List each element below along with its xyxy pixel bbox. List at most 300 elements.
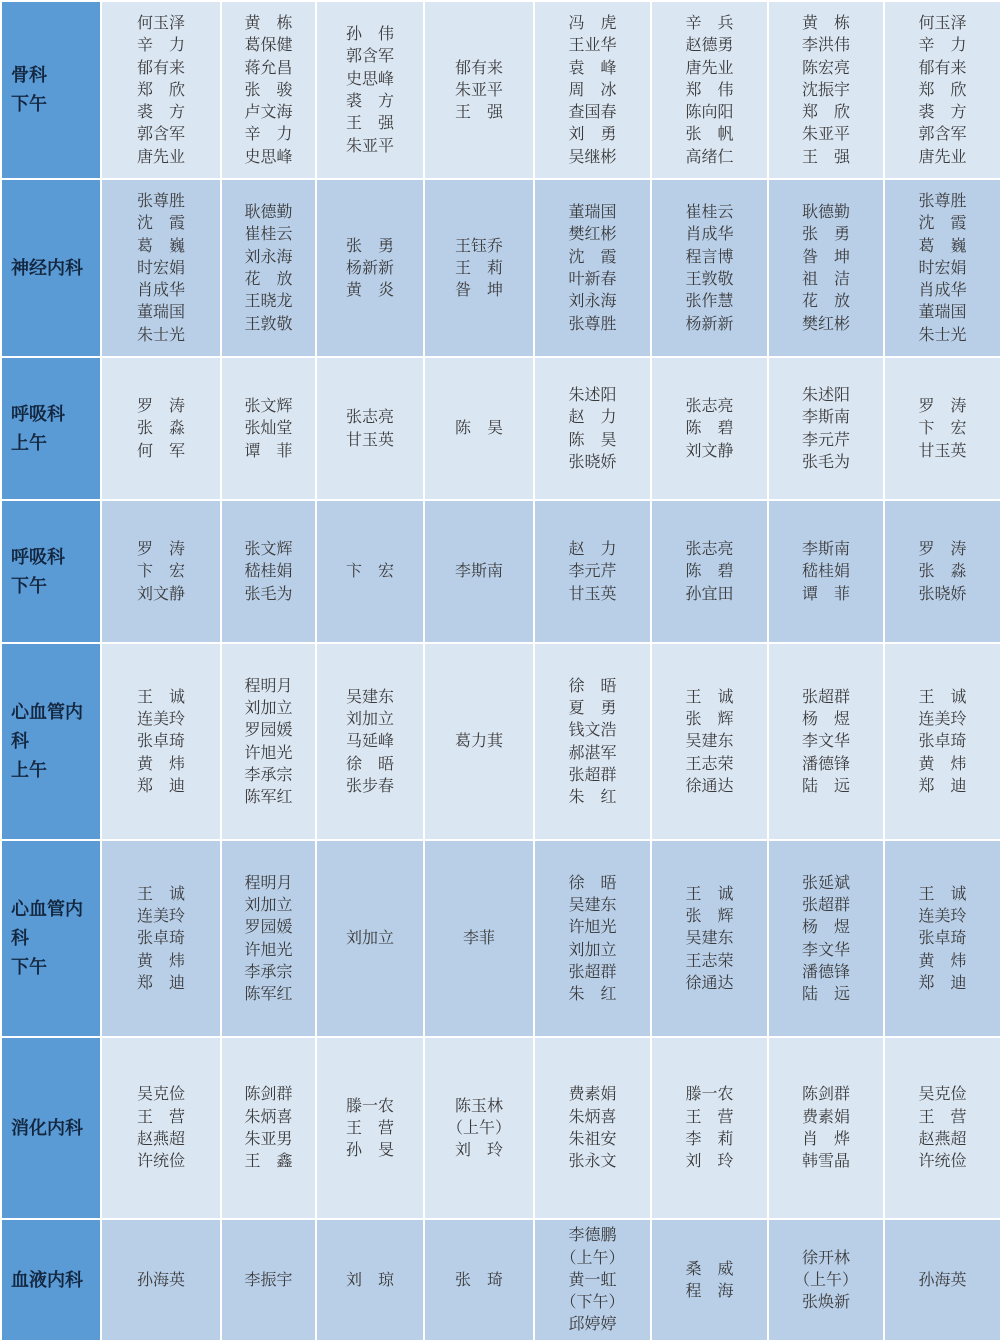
doctor-name: 崔桂云 bbox=[685, 202, 734, 222]
doctor-name: 程明月 bbox=[244, 675, 293, 695]
doctor-name: 祖 洁 bbox=[801, 269, 850, 288]
doctor-name: 叶新春 bbox=[568, 269, 617, 288]
dept-row-cardiology-pm bbox=[1, 840, 1000, 1037]
doctor-name: 辛 力 bbox=[136, 35, 185, 55]
doctor-name: 张 辉 bbox=[685, 906, 734, 926]
doctor-name: 陈 昊 bbox=[568, 429, 617, 449]
doctor-name: 郭含军 bbox=[345, 46, 394, 66]
doctor-name: 郝湛军 bbox=[568, 742, 617, 762]
doctor-name: 裘 方 bbox=[918, 102, 967, 122]
doctor-name: 王业华 bbox=[568, 35, 617, 55]
schedule-cell bbox=[424, 840, 534, 1037]
doctor-name: 赵德勇 bbox=[685, 35, 734, 55]
department-label-line: 上午 bbox=[11, 432, 47, 454]
schedule-cell bbox=[651, 643, 768, 840]
doctor-name: 王志荣 bbox=[685, 950, 734, 970]
doctor-name: 邱婷婷 bbox=[568, 1314, 617, 1334]
dept-row-neurology bbox=[1, 179, 1000, 357]
schedule-cell bbox=[424, 643, 534, 840]
doctor-name: 孙海英 bbox=[918, 1269, 967, 1289]
doctor-name: 陈向阳 bbox=[685, 102, 734, 122]
doctor-name: 董瑞国 bbox=[136, 302, 185, 322]
doctor-name: 王 营 bbox=[345, 1117, 394, 1137]
doctor-name: 潘德锋 bbox=[801, 753, 850, 773]
doctor-name: 黄 炜 bbox=[136, 950, 185, 970]
doctor-name: 张尊胜 bbox=[568, 313, 617, 333]
doctor-name: 葛 巍 bbox=[918, 235, 967, 255]
schedule-cell bbox=[534, 357, 651, 500]
doctor-name: 刘永海 bbox=[244, 246, 293, 266]
doctor-name: 嵇桂娟 bbox=[801, 561, 850, 581]
doctor-name: 嵇桂娟 bbox=[244, 561, 293, 581]
doctor-name: 李斯南 bbox=[801, 539, 850, 559]
doctor-name: 王 诚 bbox=[918, 686, 967, 706]
doctor-name: 王 强 bbox=[345, 113, 394, 133]
doctor-name: 朱炳喜 bbox=[568, 1106, 617, 1126]
doctor-name: 郑 迪 bbox=[136, 775, 185, 795]
doctor-name: 夏 勇 bbox=[568, 697, 617, 717]
schedule-cell bbox=[651, 179, 768, 357]
doctor-name: 程言博 bbox=[685, 246, 734, 266]
schedule-cell bbox=[221, 1219, 316, 1341]
schedule-cell bbox=[101, 1, 221, 179]
doctor-name: 徐通达 bbox=[685, 972, 734, 992]
schedule-cell bbox=[534, 643, 651, 840]
doctor-name: 连美玲 bbox=[918, 906, 967, 926]
doctor-name: 昝 坤 bbox=[801, 246, 850, 266]
department-label-line: 消化内科 bbox=[11, 1117, 83, 1139]
doctor-name: 李元芹 bbox=[568, 561, 617, 581]
doctor-name: 张志亮 bbox=[685, 539, 734, 559]
doctor-name: 郑 欣 bbox=[801, 102, 850, 122]
doctor-name: 蒋允昌 bbox=[244, 57, 293, 77]
dept-row-respiratory-am bbox=[1, 357, 1000, 500]
doctor-name: 王 诚 bbox=[685, 883, 734, 903]
schedule-cell bbox=[424, 1219, 534, 1341]
doctor-name: 朱述阳 bbox=[801, 384, 850, 404]
doctor-name: 李振宇 bbox=[244, 1269, 293, 1289]
doctor-name: 连美玲 bbox=[136, 906, 185, 926]
doctor-name: 张尊胜 bbox=[918, 190, 967, 210]
doctor-name: 马延峰 bbox=[345, 731, 394, 751]
department-label-line: 上午 bbox=[11, 760, 47, 781]
doctor-name: 李斯南 bbox=[801, 407, 850, 427]
doctor-name: 朱亚平 bbox=[801, 124, 850, 144]
doctor-name: 赵 力 bbox=[568, 539, 617, 559]
schedule-body bbox=[1, 1, 1000, 1341]
doctor-name: 张文辉 bbox=[244, 396, 293, 416]
schedule-cell bbox=[768, 643, 884, 840]
schedule-cell bbox=[316, 179, 424, 357]
doctor-name: 昝 坤 bbox=[454, 280, 503, 300]
department-label-cell bbox=[1, 1, 101, 179]
doctor-name: 辛 力 bbox=[244, 124, 293, 144]
doctor-name: 张尊胜 bbox=[136, 190, 185, 210]
schedule-cell bbox=[101, 1037, 221, 1219]
schedule-cell bbox=[101, 357, 221, 500]
doctor-name: 肖 烨 bbox=[801, 1129, 850, 1148]
doctor-name: 王 诚 bbox=[685, 686, 734, 706]
doctor-name: 张 帆 bbox=[685, 124, 734, 144]
doctor-name: 查国春 bbox=[568, 102, 617, 122]
doctor-name: 吴建东 bbox=[345, 686, 394, 706]
schedule-cell bbox=[884, 1219, 1000, 1341]
doctor-name: 崔桂云 bbox=[244, 224, 293, 244]
doctor-name: 裘 方 bbox=[136, 102, 185, 122]
doctor-name: 张 淼 bbox=[136, 418, 185, 438]
schedule-cell bbox=[424, 1037, 534, 1219]
department-label-line: 下午 bbox=[11, 94, 47, 115]
department-label-cell bbox=[1, 179, 101, 357]
schedule-cell bbox=[651, 1037, 768, 1219]
doctor-name: 郑 欣 bbox=[136, 79, 185, 99]
doctor-name: （上午） bbox=[560, 1247, 625, 1267]
doctor-name: 杨 煜 bbox=[801, 709, 850, 729]
doctor-name: 张 琦 bbox=[454, 1269, 503, 1289]
schedule-cell bbox=[534, 1037, 651, 1219]
doctor-name: 孙海英 bbox=[136, 1269, 185, 1289]
doctor-name: 郁有来 bbox=[918, 57, 967, 77]
doctor-name: 朱亚平 bbox=[345, 135, 394, 155]
dept-row-orthopedics-pm bbox=[1, 1, 1000, 179]
doctor-name: 罗 涛 bbox=[918, 396, 967, 416]
doctor-name: 刘 玲 bbox=[685, 1151, 734, 1171]
doctor-name: （上午） bbox=[446, 1117, 511, 1137]
schedule-cell bbox=[101, 643, 221, 840]
doctor-name: 沈 霞 bbox=[918, 213, 967, 233]
doctor-name: 罗园媛 bbox=[244, 917, 293, 937]
department-label-line: 血液内科 bbox=[11, 1269, 83, 1291]
doctor-name: 辛 力 bbox=[918, 35, 967, 55]
doctor-name: 杨 煜 bbox=[801, 917, 850, 937]
doctor-name: 冯 虎 bbox=[568, 12, 617, 32]
schedule-cell bbox=[316, 840, 424, 1037]
doctor-name: 陈 碧 bbox=[685, 418, 734, 438]
schedule-cell bbox=[534, 179, 651, 357]
doctor-name: 李文华 bbox=[801, 939, 850, 959]
doctor-name: 谭 菲 bbox=[801, 583, 850, 603]
doctor-name: 刘加立 bbox=[345, 709, 394, 729]
doctor-name: 张志亮 bbox=[345, 407, 394, 427]
doctor-name: 张志亮 bbox=[685, 396, 734, 416]
doctor-name: 许旭光 bbox=[568, 917, 617, 937]
doctor-name: 陈剑群 bbox=[801, 1084, 850, 1104]
doctor-name: 何玉泽 bbox=[918, 12, 967, 32]
doctor-name: （下午） bbox=[560, 1292, 625, 1312]
doctor-name: 何 军 bbox=[136, 440, 185, 460]
doctor-name: 葛保健 bbox=[244, 35, 293, 55]
doctor-name: 葛力萁 bbox=[454, 731, 503, 751]
doctor-name: 黄一虹 bbox=[568, 1269, 617, 1289]
department-label-cell bbox=[1, 1037, 101, 1219]
doctor-name: 裘 方 bbox=[345, 91, 394, 110]
doctor-name: 赵燕超 bbox=[918, 1129, 967, 1148]
schedule-cell bbox=[768, 1, 884, 179]
doctor-name: 王敦敬 bbox=[685, 269, 734, 288]
doctor-name: 韩雪晶 bbox=[801, 1151, 850, 1171]
schedule-cell bbox=[316, 500, 424, 643]
doctor-name: 吴克俭 bbox=[136, 1084, 185, 1104]
schedule-cell bbox=[221, 1037, 316, 1219]
department-label-line: 下午 bbox=[11, 575, 47, 597]
schedule-cell bbox=[101, 840, 221, 1037]
doctor-name: 李承宗 bbox=[244, 961, 293, 981]
doctor-name: 黄 栋 bbox=[801, 12, 850, 32]
doctor-name: 黄 炎 bbox=[345, 280, 394, 300]
doctor-name: 沈 霞 bbox=[568, 246, 617, 266]
doctor-name: 徐通达 bbox=[685, 775, 734, 795]
schedule-cell bbox=[651, 840, 768, 1037]
doctor-name: 袁 峰 bbox=[568, 57, 617, 77]
doctor-name: 刘加立 bbox=[568, 939, 617, 959]
doctor-name: 黄 炜 bbox=[918, 950, 967, 970]
doctor-name: 孙宜田 bbox=[685, 583, 734, 603]
doctor-name: 张 勇 bbox=[801, 224, 850, 244]
schedule-cell bbox=[884, 1, 1000, 179]
doctor-name: 耿德勤 bbox=[244, 202, 293, 222]
doctor-name: 张晓娇 bbox=[568, 451, 617, 471]
doctor-name: 卞 宏 bbox=[345, 561, 394, 581]
schedule-cell bbox=[768, 1037, 884, 1219]
doctor-name: 董瑞国 bbox=[568, 202, 617, 222]
doctor-name: 王 强 bbox=[454, 102, 503, 122]
schedule-cell bbox=[316, 1, 424, 179]
doctor-name: 刘加立 bbox=[244, 894, 293, 914]
doctor-name: 史思峰 bbox=[244, 146, 293, 166]
schedule-cell bbox=[884, 179, 1000, 357]
dept-row-respiratory-pm bbox=[1, 500, 1000, 643]
doctor-name: 樊红彬 bbox=[801, 313, 850, 333]
doctor-name: 张 辉 bbox=[685, 709, 734, 729]
doctor-name: 王志荣 bbox=[685, 753, 734, 773]
schedule-cell bbox=[534, 840, 651, 1037]
doctor-name: 陈军红 bbox=[244, 984, 293, 1004]
doctor-name: 谭 菲 bbox=[244, 440, 293, 460]
doctor-name: 肖成华 bbox=[685, 224, 734, 244]
doctor-name: 孙 伟 bbox=[345, 24, 394, 44]
doctor-name: 赵燕超 bbox=[136, 1129, 185, 1148]
doctor-name: 张卓琦 bbox=[918, 731, 967, 751]
schedule-cell bbox=[534, 1219, 651, 1341]
doctor-name: 李洪伟 bbox=[801, 35, 850, 55]
doctor-name: 王钰乔 bbox=[454, 235, 503, 255]
doctor-name: 张超群 bbox=[568, 764, 617, 784]
doctor-name: 张 淼 bbox=[918, 561, 967, 581]
doctor-name: 罗 涛 bbox=[918, 539, 967, 559]
doctor-name: 王 诚 bbox=[136, 883, 185, 903]
schedule-cell bbox=[534, 1, 651, 179]
doctor-name: 孙 旻 bbox=[345, 1140, 394, 1160]
doctor-name: 卢文海 bbox=[244, 102, 293, 122]
schedule-cell bbox=[768, 179, 884, 357]
doctor-name: 朱亚男 bbox=[244, 1129, 293, 1148]
doctor-name: 周 冰 bbox=[568, 79, 617, 99]
doctor-name: 张超群 bbox=[801, 894, 850, 914]
schedule-cell bbox=[316, 357, 424, 500]
doctor-name: 张卓琦 bbox=[136, 928, 185, 948]
doctor-name: 张作慧 bbox=[685, 291, 734, 311]
dept-row-cardiology-am bbox=[1, 643, 1000, 840]
doctor-name: 陈军红 bbox=[244, 787, 293, 807]
doctor-name: 肖成华 bbox=[136, 280, 185, 300]
schedule-cell bbox=[884, 643, 1000, 840]
schedule-cell bbox=[221, 1, 316, 179]
doctor-name: 朱 红 bbox=[568, 984, 617, 1004]
department-label-line: 呼吸科 bbox=[11, 546, 65, 568]
doctor-name: 滕一农 bbox=[345, 1095, 394, 1115]
schedule-cell bbox=[884, 500, 1000, 643]
doctor-name: 陈宏亮 bbox=[801, 57, 850, 77]
schedule-cell bbox=[101, 179, 221, 357]
doctor-name: 卞 宏 bbox=[136, 561, 185, 581]
doctor-name: 罗园媛 bbox=[244, 720, 293, 740]
doctor-name: 张毛为 bbox=[801, 451, 850, 471]
schedule-cell bbox=[534, 500, 651, 643]
doctor-name: 朱士光 bbox=[918, 324, 967, 344]
doctor-name: 沈 霞 bbox=[136, 213, 185, 233]
schedule-cell bbox=[101, 1219, 221, 1341]
doctor-name: 张 勇 bbox=[345, 235, 394, 255]
doctor-name: 李文华 bbox=[801, 731, 850, 751]
doctor-name: 滕一农 bbox=[685, 1084, 734, 1104]
doctor-name: 花 放 bbox=[244, 269, 293, 288]
doctor-name: 张 骏 bbox=[244, 79, 293, 99]
doctor-name: 刘文静 bbox=[136, 583, 185, 603]
doctor-name: 刘加立 bbox=[244, 697, 293, 717]
doctor-name: 辛 兵 bbox=[685, 12, 734, 32]
doctor-name: 朱士光 bbox=[136, 324, 185, 344]
doctor-name: 王 诚 bbox=[918, 883, 967, 903]
doctor-name: 张卓琦 bbox=[136, 731, 185, 751]
doctor-name: 许统俭 bbox=[136, 1151, 185, 1171]
doctor-name: 陈 碧 bbox=[685, 561, 734, 581]
doctor-name: 李承宗 bbox=[244, 764, 293, 784]
doctor-name: 沈振宇 bbox=[801, 79, 850, 99]
doctor-name: 王 莉 bbox=[454, 257, 503, 277]
doctor-name: 郑 欣 bbox=[918, 79, 967, 99]
doctor-name: 费素娟 bbox=[568, 1084, 617, 1104]
doctor-name: 费素娟 bbox=[801, 1106, 850, 1126]
doctor-name: 郭含军 bbox=[918, 124, 967, 144]
department-label-line: 呼吸科 bbox=[11, 403, 65, 425]
doctor-name: 王 诚 bbox=[136, 686, 185, 706]
doctor-name: 高绪仁 bbox=[685, 146, 734, 166]
department-label-line: 骨科 bbox=[11, 65, 47, 86]
doctor-name: 黄 栋 bbox=[244, 12, 293, 32]
department-label-line: 科 bbox=[11, 928, 29, 949]
schedule-cell bbox=[884, 1037, 1000, 1219]
doctor-name: 徐开林 bbox=[801, 1247, 850, 1267]
schedule-cell bbox=[424, 1, 534, 179]
doctor-name: 陈 昊 bbox=[454, 418, 503, 438]
doctor-name: 李菲 bbox=[462, 928, 495, 948]
doctor-name: 耿德勤 bbox=[801, 202, 850, 222]
doctor-name: 葛 巍 bbox=[136, 235, 185, 255]
doctor-name: 罗 涛 bbox=[136, 396, 185, 416]
schedule-cell bbox=[101, 500, 221, 643]
doctor-name: 樊红彬 bbox=[568, 224, 617, 244]
doctor-name: 陆 远 bbox=[801, 775, 850, 795]
doctor-name: 张超群 bbox=[801, 686, 850, 706]
doctor-name: 刘加立 bbox=[345, 928, 394, 948]
doctor-name: 时宏娟 bbox=[918, 257, 967, 277]
schedule-cell bbox=[221, 500, 316, 643]
department-label-line: 科 bbox=[11, 731, 29, 752]
doctor-name: 张永文 bbox=[568, 1151, 617, 1171]
doctor-name: 花 放 bbox=[801, 291, 850, 311]
schedule-cell bbox=[221, 357, 316, 500]
doctor-name: 王 强 bbox=[801, 146, 850, 166]
doctor-name: 唐先业 bbox=[918, 146, 967, 166]
doctor-name: 连美玲 bbox=[918, 709, 967, 729]
doctor-name: 张卓琦 bbox=[918, 928, 967, 948]
doctor-name: 张灿堂 bbox=[244, 418, 293, 438]
department-label-cell bbox=[1, 1219, 101, 1341]
schedule-cell bbox=[768, 840, 884, 1037]
doctor-name: 许旭光 bbox=[244, 742, 293, 762]
doctor-name: 郑 伟 bbox=[685, 79, 734, 99]
department-label-line: 下午 bbox=[11, 957, 47, 978]
doctor-name: 吴建东 bbox=[685, 731, 734, 751]
doctor-name: 王 营 bbox=[136, 1106, 185, 1126]
doctor-name: 郑 迪 bbox=[918, 775, 967, 795]
schedule-cell bbox=[768, 500, 884, 643]
doctor-name: 朱亚平 bbox=[454, 79, 503, 99]
doctor-name: 李元芹 bbox=[801, 429, 850, 449]
doctor-name: 许旭光 bbox=[244, 939, 293, 959]
doctor-name: 甘玉英 bbox=[345, 429, 394, 449]
doctor-name: 张超群 bbox=[568, 961, 617, 981]
doctor-name: 陈玉林 bbox=[454, 1095, 503, 1115]
doctor-name: 杨新新 bbox=[685, 313, 734, 333]
doctor-name: 郑 迪 bbox=[136, 972, 185, 992]
doctor-name: 唐先业 bbox=[685, 57, 734, 77]
department-label-cell bbox=[1, 840, 101, 1037]
doctor-name: 吴建东 bbox=[568, 894, 617, 914]
schedule-cell bbox=[316, 643, 424, 840]
doctor-name: 张晓娇 bbox=[918, 583, 967, 603]
doctor-name: 李斯南 bbox=[454, 561, 503, 581]
doctor-name: 钱文浩 bbox=[568, 720, 617, 740]
doctor-name: 许统俭 bbox=[918, 1151, 967, 1171]
doctor-name: 郁有来 bbox=[454, 57, 503, 77]
schedule-cell bbox=[424, 500, 534, 643]
department-label-cell bbox=[1, 357, 101, 500]
doctor-name: 刘 勇 bbox=[568, 124, 617, 144]
doctor-name: 朱炳喜 bbox=[244, 1106, 293, 1126]
doctor-name: 徐 晤 bbox=[568, 675, 617, 695]
schedule-cell bbox=[221, 840, 316, 1037]
schedule-cell bbox=[884, 357, 1000, 500]
doctor-name: 朱祖安 bbox=[568, 1129, 617, 1148]
doctor-name: 何玉泽 bbox=[136, 12, 185, 32]
doctor-name: （上午） bbox=[793, 1269, 858, 1289]
doctor-name: 甘玉英 bbox=[568, 583, 617, 603]
doctor-name: 郑 迪 bbox=[918, 972, 967, 992]
doctor-name: 张文辉 bbox=[244, 539, 293, 559]
doctor-name: 王 营 bbox=[918, 1106, 967, 1126]
schedule-cell bbox=[424, 357, 534, 500]
doctor-name: 时宏娟 bbox=[136, 257, 185, 277]
doctor-name: 潘德锋 bbox=[801, 961, 850, 981]
schedule-cell bbox=[768, 1219, 884, 1341]
doctor-name: 陈剑群 bbox=[244, 1084, 293, 1104]
doctor-name: 陆 远 bbox=[801, 984, 850, 1004]
doctor-name: 刘 琼 bbox=[345, 1269, 394, 1289]
doctor-name: 徐 晤 bbox=[568, 872, 617, 892]
doctor-name: 王 鑫 bbox=[244, 1151, 293, 1171]
dept-row-gastroenterology bbox=[1, 1037, 1000, 1219]
